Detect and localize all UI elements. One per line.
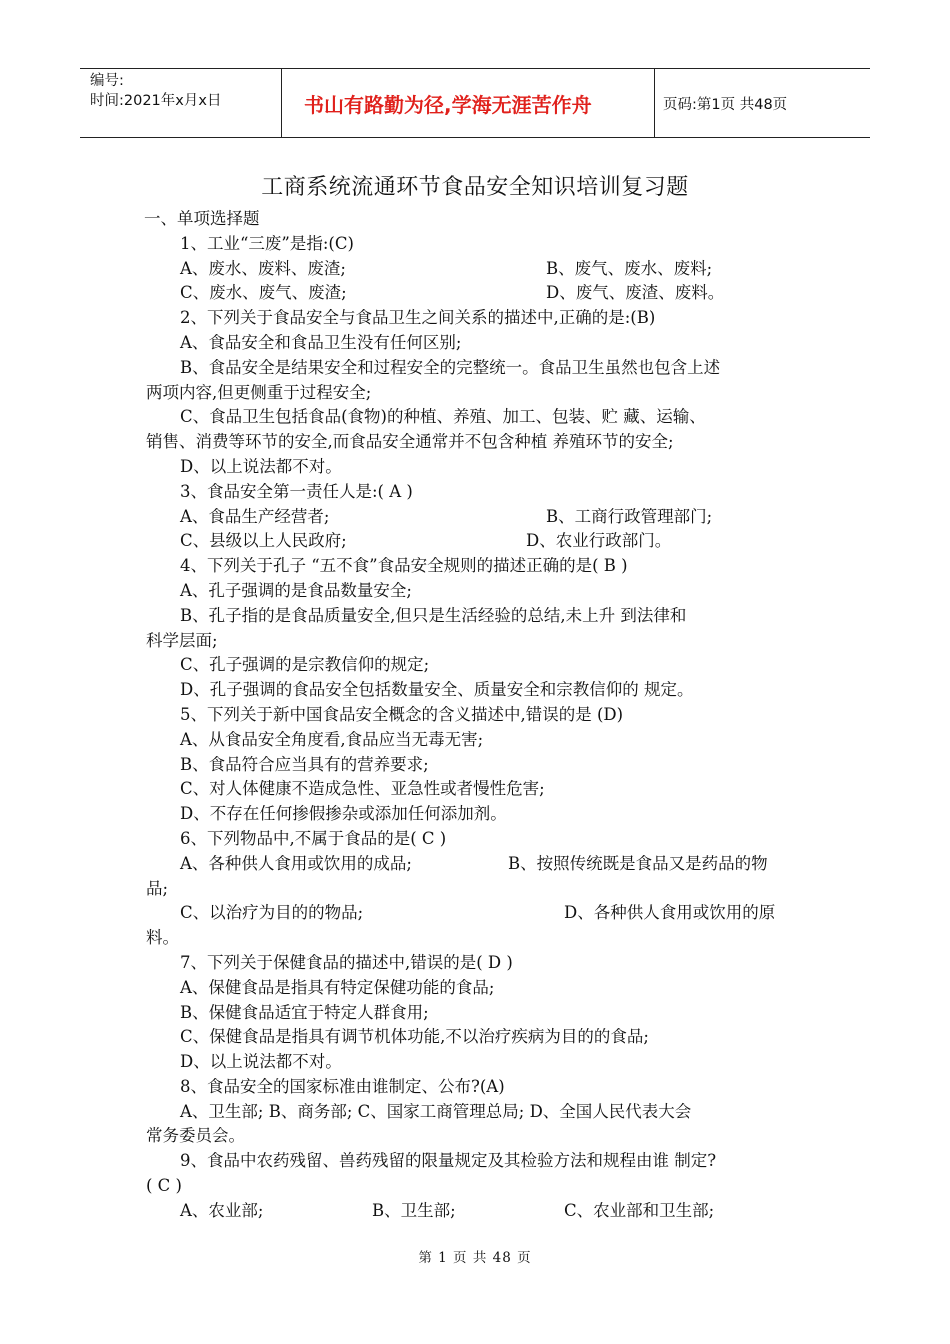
question-5: 5、下列关于新中国食品安全概念的含义描述中,错误的是 (D) [180, 704, 624, 724]
question-1: 1、工业“三废”是指:(C) [180, 233, 354, 253]
option-text: A、孔子强调的是食品数量安全; [180, 580, 412, 600]
question-text-continued: ( C ) [146, 1176, 182, 1196]
page-footer: 第 1 页 共 48 页 [418, 1250, 532, 1266]
option-text-continued: 料。 [146, 928, 179, 948]
option-text: D、不存在任何掺假掺杂或添加任何添加剂。 [180, 804, 507, 824]
option-text: B、保健食品适宜于特定人群食用; [180, 1002, 429, 1022]
option-text: D、以上说法都不对。 [180, 456, 342, 476]
option-text: B、工商行政管理部门; [546, 506, 713, 526]
option-text: A、废水、废料、废渣; [180, 258, 346, 278]
options-row [146, 257, 816, 282]
option-text-continued: 销售、消费等环节的安全,而食品安全通常并不包含种植 养殖环节的安全; [146, 432, 674, 452]
option-text: C、孔子强调的是宗教信仰的规定; [180, 655, 430, 675]
option-text: C、农业部和卫生部; [564, 1200, 715, 1220]
option-text-continued: 常务委员会。 [146, 1126, 245, 1146]
question-6: 6、下列物品中,不属于食品的是( C ) [180, 828, 447, 848]
option-text: B、按照传统既是食品又是药品的物 [508, 853, 768, 873]
options-row [146, 505, 816, 530]
option-text: D、废气、废渣、废料。 [546, 283, 725, 303]
document-date-label: 时间:2021年x月x日 [90, 93, 222, 109]
header-page-info: 页码:第1页 共48页 [663, 96, 788, 113]
question-7: 7、下列关于保健食品的描述中,错误的是( D ) [180, 952, 513, 972]
question-9: 9、食品中农药残留、兽药残留的限量规定及其检验方法和规程由谁 制定? [180, 1151, 717, 1171]
options-row [146, 901, 816, 926]
option-text: C、废水、废气、废渣; [180, 283, 347, 303]
option-text: A、卫生部; B、商务部; C、国家工商管理总局; D、全国人民代表大会 [180, 1101, 692, 1121]
option-text: A、农业部; [180, 1200, 264, 1220]
option-text: B、孔子指的是食品质量安全,但只是生活经验的总结,未上升 到法律和 [180, 605, 687, 625]
option-text: A、食品生产经营者; [180, 506, 330, 526]
option-text: B、卫生部; [372, 1200, 456, 1220]
option-text: A、保健食品是指具有特定保健功能的食品; [180, 977, 495, 997]
option-text: D、农业行政部门。 [526, 531, 672, 551]
options-row [146, 529, 816, 554]
question-4: 4、下列关于孔子 “五不食”食品安全规则的描述正确的是( B ) [180, 556, 628, 576]
option-text: C、对人体健康不造成急性、亚急性或者慢性危害; [180, 779, 545, 799]
option-text: D、各种供人食用或饮用的原 [564, 903, 776, 923]
option-text: B、食品符合应当具有的营养要求; [180, 754, 429, 774]
option-text-continued: 科学层面; [146, 630, 218, 650]
option-text: A、食品安全和食品卫生没有任何区别; [180, 332, 462, 352]
question-3: 3、食品安全第一责任人是:( A ) [180, 481, 413, 501]
question-2: 2、下列关于食品安全与食品卫生之间关系的描述中,正确的是:(B) [180, 308, 656, 328]
option-text: A、各种供人食用或饮用的成品; [180, 853, 412, 873]
options-row [146, 852, 816, 877]
option-text: C、县级以上人民政府; [180, 531, 347, 551]
document-title: 工商系统流通环节食品安全知识培训复习题 [261, 175, 689, 200]
option-text-continued: 品; [146, 878, 169, 898]
option-text-continued: 两项内容,但更侧重于过程安全; [146, 382, 372, 402]
option-text: C、食品卫生包括食品(食物)的种植、养殖、加工、包装、贮 藏、运输、 [180, 407, 706, 427]
section-heading: 一、单项选择题 [144, 209, 260, 228]
option-text: A、从食品安全角度看,食品应当无毒无害; [180, 729, 484, 749]
header-motto: 书山有路勤为径,学海无涯苦作舟 [282, 69, 655, 137]
option-text: C、以治疗为目的的物品; [180, 903, 364, 923]
question-8: 8、食品安全的国家标准由谁制定、公布?(A) [180, 1076, 505, 1096]
header-meta [80, 69, 282, 137]
document-number-label: 编号: [90, 73, 124, 89]
question-list [146, 207, 816, 1224]
options-row [146, 281, 816, 306]
options-row [146, 1199, 816, 1224]
option-text: D、孔子强调的食品安全包括数量安全、质量安全和宗教信仰的 规定。 [180, 680, 694, 700]
option-text: B、废气、废水、废料; [546, 258, 713, 278]
page-header [80, 68, 870, 138]
option-text: D、以上说法都不对。 [180, 1052, 342, 1072]
option-text: B、食品安全是结果安全和过程安全的完整统一。食品卫生虽然也包含上述 [180, 357, 721, 377]
option-text: C、保健食品是指具有调节机体功能,不以治疗疾病为目的的食品; [180, 1027, 649, 1047]
